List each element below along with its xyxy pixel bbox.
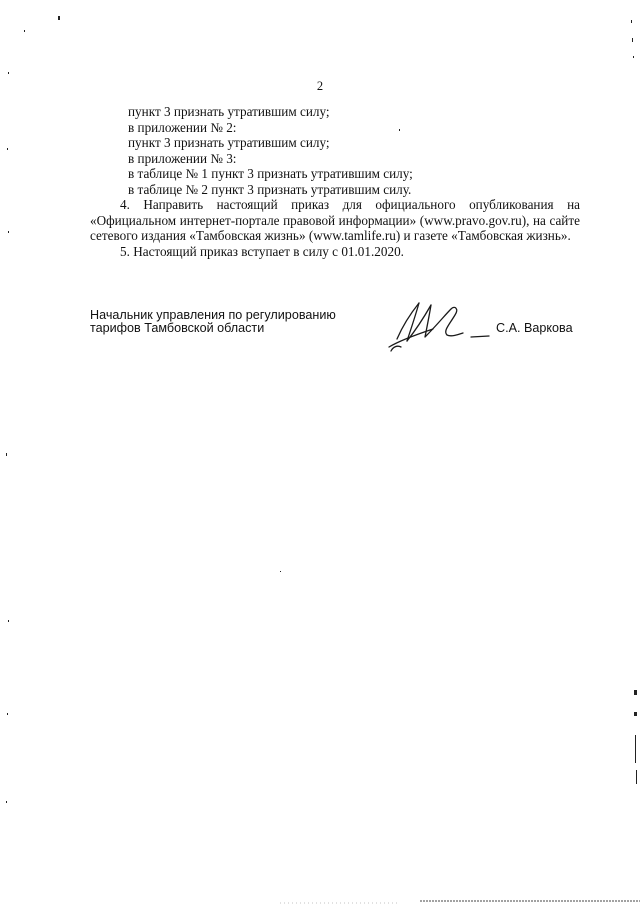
text-line: пункт 3 признать утратившим силу; <box>128 104 330 119</box>
text-line: в таблице № 2 пункт 3 признать утратившим силу. <box>128 181 412 197</box>
signature-block <box>90 309 590 359</box>
signer-title-line: Начальник управления по регулированию <box>90 308 336 322</box>
signer-title-line: тарифов Тамбовской области <box>90 321 265 335</box>
text-line: в приложении № 2: <box>128 119 237 135</box>
signer-title <box>90 309 336 335</box>
signer-name: С.А. Варкова <box>496 321 573 335</box>
document-body <box>90 104 580 259</box>
text-line: пункт 3 признать утратившим силу; <box>128 135 330 150</box>
paragraph-effective-date: 5. Настоящий приказ вступает в силу с 01.01.2020. <box>120 243 404 259</box>
text-line: в таблице № 1 пункт 3 признать утратившим силу; <box>128 166 413 181</box>
paragraph-publication: 4. Направить настоящий приказ для официального опубликования на «Официальном интернет-портале правовой информации» (www.pravo.gov.ru), на сайте сетевого издания «Тамбовская жизнь» (www.tamlife.ru) и газете «Тамбовская жизнь». <box>90 197 580 243</box>
text-line: в приложении № 3: <box>128 150 237 166</box>
page-number: 2 <box>316 79 324 93</box>
handwritten-signature <box>385 295 495 355</box>
